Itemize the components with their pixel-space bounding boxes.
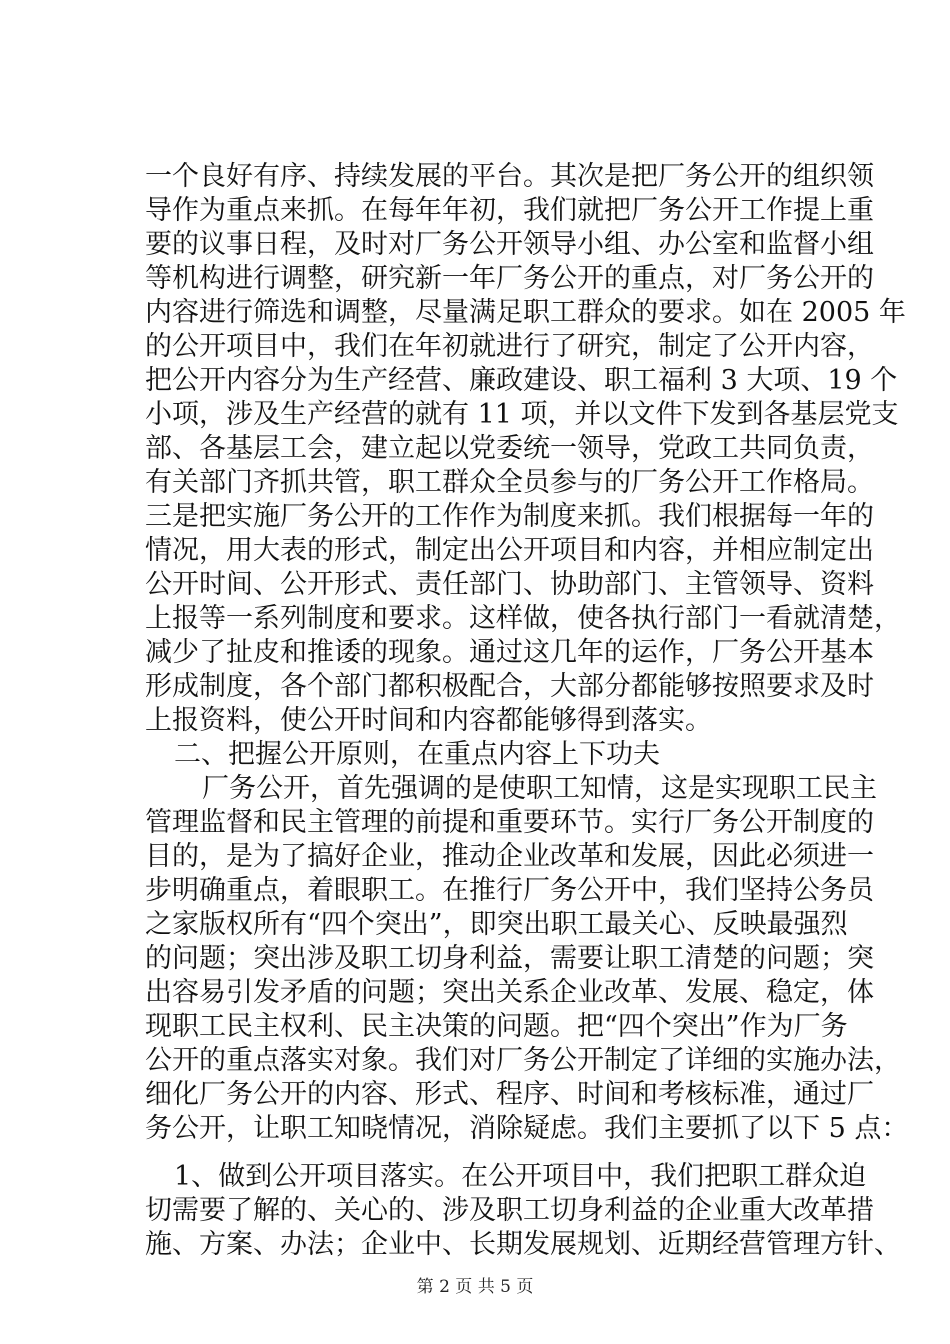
section-heading: 二、把握公开原则，在重点内容上下功夫 [174, 739, 660, 770]
body-text-line: 上报资料，使公开时间和内容都能够得到落实。 [145, 705, 712, 736]
body-text-line: 施、方案、办法；企业中、长期发展规划、近期经营管理方针、 [145, 1229, 901, 1260]
body-text-line: 减少了扯皮和推诿的现象。通过这几年的运作，厂务公开基本 [145, 637, 874, 668]
body-text-line: 内容进行筛选和调整，尽量满足职工群众的要求。如在 2005 年 [145, 297, 906, 328]
body-text-line: 之家版权所有“四个突出”，即突出职工最关心、反映最强烈 [145, 909, 848, 940]
body-text-line: 情况，用大表的形式，制定出公开项目和内容，并相应制定出 [145, 535, 874, 566]
body-text-line: 的问题；突出涉及职工切身利益，需要让职工清楚的问题；突 [145, 943, 874, 974]
body-text-line: 一个良好有序、持续发展的平台。其次是把厂务公开的组织领 [145, 161, 874, 192]
body-text-line: 导作为重点来抓。在每年年初，我们就把厂务公开工作提上重 [145, 195, 874, 226]
body-text-line: 出容易引发矛盾的问题；突出关系企业改革、发展、稳定，体 [145, 977, 874, 1008]
body-text-line: 等机构进行调整，研究新一年厂务公开的重点，对厂务公开的 [145, 263, 874, 294]
body-text-line: 目的，是为了搞好企业，推动企业改革和发展，因此必须进一 [145, 841, 874, 872]
body-text-line: 有关部门齐抓共管，职工群众全员参与的厂务公开工作格局。 [145, 467, 874, 498]
page-number-footer: 第 2 页 共 5 页 [416, 1277, 534, 1297]
body-text-line: 步明确重点，着眼职工。在推行厂务公开中，我们坚持公务员 [145, 875, 874, 906]
body-text-line: 形成制度，各个部门都积极配合，大部分都能够按照要求及时 [145, 671, 874, 702]
body-text-line: 管理监督和民主管理的前提和重要环节。实行厂务公开制度的 [145, 807, 874, 838]
body-text-line: 公开时间、公开形式、责任部门、协助部门、主管领导、资料 [145, 569, 874, 600]
list-item-line: 1、做到公开项目落实。在公开项目中，我们把职工群众迫 [174, 1161, 867, 1192]
body-text-line: 的公开项目中，我们在年初就进行了研究，制定了公开内容， [145, 331, 874, 362]
body-text-line: 公开的重点落实对象。我们对厂务公开制定了详细的实施办法， [145, 1045, 901, 1076]
body-text-line: 厂务公开，首先强调的是使职工知情，这是实现职工民主 [202, 773, 877, 804]
body-text-line: 现职工民主权利、民主决策的问题。把“四个突出”作为厂务 [145, 1011, 848, 1042]
body-text-line: 小项，涉及生产经营的就有 11 项，并以文件下发到各基层党支 [145, 399, 899, 430]
body-text-line: 三是把实施厂务公开的工作作为制度来抓。我们根据每一年的 [145, 501, 874, 532]
body-text-line: 上报等一系列制度和要求。这样做，使各执行部门一看就清楚， [145, 603, 901, 634]
body-text-line: 要的议事日程，及时对厂务公开领导小组、办公室和监督小组 [145, 229, 874, 260]
body-text-line: 务公开，让职工知晓情况，消除疑虑。我们主要抓了以下 5 点： [145, 1113, 909, 1144]
body-text-line: 切需要了解的、关心的、涉及职工切身利益的企业重大改革措 [145, 1195, 874, 1226]
body-text-line: 把公开内容分为生产经营、廉政建设、职工福利 3 大项、19 个 [145, 365, 898, 396]
body-text-line: 细化厂务公开的内容、形式、程序、时间和考核标准，通过厂 [145, 1079, 874, 1110]
body-text-line: 部、各基层工会，建立起以党委统一领导，党政工共同负责， [145, 433, 874, 464]
